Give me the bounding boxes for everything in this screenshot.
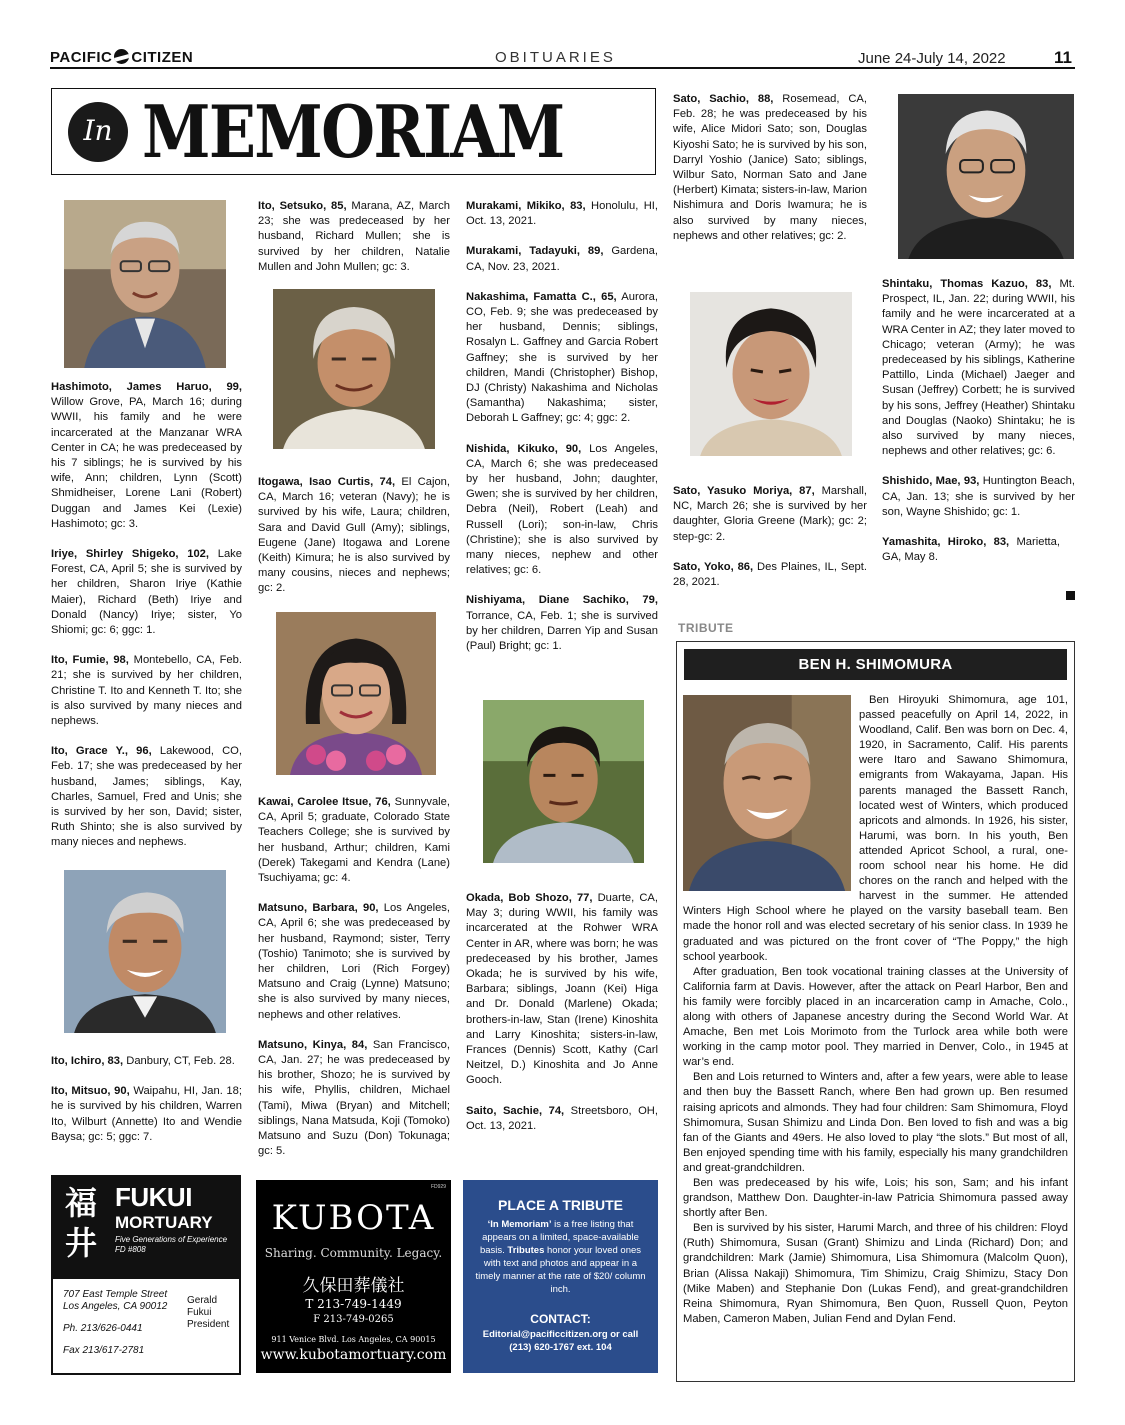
obituary-entry bbox=[673, 560, 867, 590]
fukui-tagline: Five Generations of Experience FD #808 bbox=[115, 1235, 228, 1254]
portrait-photo-kawai bbox=[276, 612, 436, 775]
obituary-entry bbox=[258, 901, 450, 1023]
obituary-column-3b bbox=[466, 891, 658, 1149]
obituary-name: Iriye, Shirley Shigeko, 102, bbox=[51, 548, 210, 561]
obituary-text: Los Angeles, CA, March 6; she was predeceased by her husband, John; daughter, Gwen; she is survived by her children, Debra (Neil), Robert (Leah) and Russell (Lori); son-in-law, Chris (Christine); she is also survived by many nieces, nephew and other relatives; gc: 6. bbox=[466, 442, 658, 577]
issue-date: June 24-July 14, 2022 bbox=[858, 50, 1006, 67]
tribute-paragraph: Ben is survived by his sister, Harumi March, and three of his children: Floyd (Ruth) Shimomura, Susan (Grant) Shimizu and Linda (Richard) Don; and grandchildren: Mark (Jamie) Shimomura, Lisa Shimomura (Malcolm Quon), Brian (Alissa Nakaji) Shimomura, Tim Shimizu, Craig Shimizu, Stacy Don (Mike Maben) and Stephanie Don (Lukas Fend), and great-grandchildren Reina Shimomura, Ryan Shimomura, Ben Quon, Russell Quon, Peyton Maben, Cameron Maben, Julian Fend and Dylan Fend. bbox=[683, 1222, 1068, 1325]
obituary-entry bbox=[51, 1054, 242, 1069]
obituary-entry bbox=[51, 1084, 242, 1145]
portrait-photo-ito-ichiro bbox=[64, 870, 226, 1033]
kubota-fax: F 213-749-0265 bbox=[313, 1314, 394, 1325]
memoriam-wordmark: MEMORIAM bbox=[142, 89, 564, 174]
obituary-text: Torrance, CA, Feb. 1; she is survived by her children, Darren Yip and Susan (Paul) Bright; gc: 1. bbox=[466, 609, 658, 653]
obituary-column-2a bbox=[258, 199, 450, 290]
obituary-text: Lake Forest, CA, April 5; she is survived by her children, Sharon Iriye (Kathie Maier), Richard (Beth) Iriye and Donald (Nancy) Iriye; sister, Yo Shiomi; gc: 6; ggc: 1. bbox=[51, 548, 243, 637]
obituary-text: Des Plaines, IL, Sept. 28, 2021. bbox=[673, 560, 867, 589]
obituary-name: Nishiyama, Diane Sachiko, 79, bbox=[466, 594, 658, 607]
obituary-entry bbox=[258, 475, 450, 597]
obituary-entry bbox=[258, 1038, 450, 1160]
kubota-telephone: T 213-749-1449 bbox=[305, 1297, 402, 1311]
obituary-text: Waipahu, HI, Jan. 18; he is survived by his children, Warren Ito, Wilburt (Annette) Ito and Wendie Baysa; gc: 5; ggc: 7. bbox=[51, 1085, 242, 1143]
obituary-text: Gardena, CA, Nov. 23, 2021. bbox=[466, 245, 658, 273]
obituary-text: Marshall, NC, March 26; she is survived by her daughter, Gloria Greene (Mark); gc: 2; step-gc: 2. bbox=[673, 485, 867, 543]
tribute-body bbox=[683, 693, 1068, 1327]
obituary-entry bbox=[51, 547, 242, 638]
fukui-address: 707 East Temple Street Los Angeles, CA 90012 bbox=[63, 1289, 168, 1312]
obituary-name: Sato, Yasuko Moriya, 87, bbox=[673, 485, 815, 497]
obituary-name: Ito, Fumie, 98, bbox=[51, 654, 129, 667]
end-of-section-mark bbox=[1066, 591, 1075, 600]
place-tribute-body: ‘In Memoriam’ is a free listing that appears on a limited, space-available basis. Tributes honor your loved ones with text and photos and appear in a timely manner at the rate of $20/ column inch. bbox=[475, 1219, 646, 1295]
obituary-name: Sato, Sachio, 88, bbox=[673, 93, 774, 105]
obituary-text: Marietta, GA, May 8. bbox=[882, 536, 1060, 564]
fukui-mortuary-ad bbox=[51, 1175, 241, 1375]
obituary-name: Nakashima, Famatta C., 65, bbox=[466, 290, 617, 303]
portrait-photo-okada bbox=[483, 700, 644, 863]
fukui-name: FUKUI bbox=[115, 1182, 192, 1212]
obituary-name: Kawai, Carolee Itsue, 76, bbox=[258, 796, 391, 808]
obituary-entry bbox=[466, 891, 658, 1089]
obituary-text: El Cajon, CA, March 16; veteran (Navy); he is survived by his wife, Laura; children, Sara and David Gull (Amy); siblings, Eugene (Jane) Itogawa and Lorene (Keith) Kimura; he is also survived by many cousins, nieces and nephews; gc: 2. bbox=[258, 476, 450, 595]
obituary-text: San Francisco, CA, Jan. 27; he was predeceased by his brother, Shozo; he is survived by his wife, Phyllis, children, Michael (Tami), Miwa (Bryan) and Mitchell; siblings, Nana Matsuda, Koji (Tomoko) Matsuno and Suzu (Don) Tokunaga; gc: 5. bbox=[258, 1038, 450, 1158]
obituary-entry bbox=[673, 92, 867, 244]
portrait-photo-sato-yasuko bbox=[690, 292, 852, 456]
fukui-kanji: 福 井 bbox=[64, 1184, 97, 1262]
obituary-column-5 bbox=[882, 277, 1075, 580]
obituary-name: Ito, Setsuko, 85, bbox=[258, 200, 347, 212]
globe-icon bbox=[114, 49, 129, 64]
obituary-name: Ito, Grace Y., 96, bbox=[51, 745, 152, 758]
place-tribute-ad bbox=[463, 1180, 658, 1373]
place-tribute-title: PLACE A TRIBUTE bbox=[498, 1197, 623, 1213]
obituary-column-3a bbox=[466, 199, 658, 669]
tribute-paragraph: Ben and Lois returned to Winters and, after a few years, were able to lease and then buy the Bassett Ranch, where Ben had grown up. Ben resumed raising apricots and almonds. They had four children: Sam Shimomura, Floyd Shimomura, Susan Shimizu and Linda Don. Ben loved to fish and was a big fan of the Giants and 49ers. He also loved to play “the slots.” But most of all, Ben enjoyed spending time with his family, especially his many grandchildren and great-grandchildren. bbox=[683, 1071, 1068, 1174]
obituary-text: Honolulu, HI, Oct. 13, 2021. bbox=[466, 200, 658, 228]
obituary-entry bbox=[466, 290, 658, 427]
obituary-text: Huntington Beach, CA, Jan. 13; she is survived by her son, Wayne Shishido; gc: 1. bbox=[882, 475, 1075, 518]
obituary-entry bbox=[466, 593, 658, 654]
obituary-name: Okada, Bob Shozo, 77, bbox=[466, 892, 593, 904]
obituary-entry bbox=[51, 744, 242, 850]
obituary-name: Shintaku, Thomas Kazuo, 83, bbox=[882, 278, 1052, 290]
obituary-entry bbox=[882, 277, 1075, 459]
obituary-name: Hashimoto, James Haruo, 99, bbox=[51, 381, 242, 393]
obituary-text: Lakewood, CO, Feb. 17; she was predeceased by her husband, James; siblings, Kay, Charles, Samuel, Fred and Unis; she is survived by her son, David; sister, Ruth Shinto; she is also survived by many nieces and nephews. bbox=[51, 745, 242, 849]
tribute-heading: BEN H. SHIMOMURA bbox=[684, 649, 1067, 680]
tribute-label: TRIBUTE bbox=[678, 621, 734, 635]
obituary-name: Saito, Sachie, 74, bbox=[466, 1104, 565, 1117]
obituary-entry bbox=[466, 199, 658, 229]
kubota-tagline: Sharing. Community. Legacy. bbox=[264, 1246, 443, 1260]
portrait-photo-shintaku bbox=[898, 94, 1074, 259]
obituary-entry bbox=[51, 380, 242, 532]
obituary-name: Shishido, Mae, 93, bbox=[882, 475, 980, 488]
portrait-photo-hashimoto bbox=[64, 200, 226, 368]
obituary-column-1b bbox=[51, 1054, 242, 1160]
obituary-text: Duarte, CA, May 3; during WWII, his family was incarcerated at the Rohwer WRA Center in AR, where was born; he was predeceased by his brother, James Okada; he is survived by his wife, Barbara; siblings, Joann (Kei) Higa and Dr. Donald (Marlene) Okada; brothers-in-law, Stan (Irene) Kinoshita and Larry Kinoshita; sisters-in-law, Frances (Dennis) Scott, Kathy (Carl Neitzel, D.) Kinoshita and Jo Anne Gooch. bbox=[466, 892, 658, 1087]
obituary-name: Nishida, Kikuko, 90, bbox=[466, 442, 582, 455]
obituary-entry bbox=[258, 795, 450, 886]
obituary-text: Streetsboro, OH, Oct. 13, 2021. bbox=[466, 1104, 658, 1132]
obituary-text: Willow Grove, PA, March 16; during WWII, his family and he were incarcerated at the Manzanar WRA Center in CA; he was predeceased by his 7 siblings; he is survived by his wife, Ann; children, Lynn (Scott) Shmidheiser, Lorene Lani (Robert) Duggan and James Kei (Lexie) Hashimoto; gc: 3. bbox=[51, 396, 242, 530]
obituary-name: Sato, Yoko, 86, bbox=[673, 560, 754, 573]
obituary-name: Matsuno, Kinya, 84, bbox=[258, 1038, 368, 1051]
kubota-mortuary-ad bbox=[256, 1180, 451, 1373]
kubota-japanese-name: 久保田葬儀社 bbox=[302, 1276, 405, 1296]
tribute-paragraph: Ben was predeceased by his wife, Lois; his son, Sam; and his infant grandson, Matthew Don. Daughter-in-law Patricia Shimomura passed away shortly after Ben. bbox=[683, 1177, 1068, 1220]
kubota-website[interactable]: www.kubotamortuary.com bbox=[260, 1347, 447, 1363]
obituary-text: Mt. Prospect, IL, Jan. 22; during WWII, his family and he were incarcerated at a WRA Center in AZ; they later moved to Chicago; veteran (Army); he was predeceased by his siblings, Katherine Pattillo, Linda (Michael) Jaeger and Susan (Jeffrey) Corbett; he is survived by his sons, Jeffrey (Heather) Shintaku and Douglas (Naoko) Shintaku; he is also survived by many nieces, nephews and other relatives; gc: 6. bbox=[882, 278, 1075, 458]
kubota-address: 911 Venice Blvd. Los Angeles, CA 90015 bbox=[271, 1335, 436, 1344]
portrait-photo-itogawa bbox=[273, 289, 435, 449]
portrait-photo-shimomura bbox=[683, 695, 851, 891]
obituary-entry bbox=[466, 1104, 658, 1134]
obituary-text: Aurora, CO, Feb. 9; she was predeceased by her husband, Dennis; siblings, Rosalyn L. Gaffney and Garcia Robert Gaffney; she is survived by her children, Mandi (Christopher) Bishop, DJ (Christy) Nakashima and Nicholas (Samantha) Nakashima; sister, Deborah L Gaffney; gc: 4; ggc: 2. bbox=[466, 290, 658, 425]
fukui-subtitle: MORTUARY bbox=[115, 1213, 213, 1232]
tribute-paragraph: After graduation, Ben took vocational training classes at the University of California farm at Davis. However, after the attack on Pearl Harbor, Ben and his family were forcibly placed in an incarceration camp in Amache, Colo., along with others of Japanese ancestry during the Second World War. At Amache, Ben met Lois Morimoto from the Turlock area while both were working in the camp motor pool. They married in Denver, Colo., in 1945 at war’s end. bbox=[683, 965, 1068, 1069]
obituary-entry bbox=[673, 484, 867, 545]
kubota-fd-number: FD929 bbox=[430, 1184, 446, 1190]
obituary-name: Matsuno, Barbara, 90, bbox=[258, 902, 379, 915]
obituary-name: Murakami, Tadayuki, 89, bbox=[466, 245, 604, 258]
obituary-text: Danbury, CT, Feb. 28. bbox=[123, 1055, 235, 1067]
obituary-column-4a bbox=[673, 92, 867, 259]
fukui-fax: Fax 213/617-2781 bbox=[63, 1345, 145, 1356]
obituary-text: Marana, AZ, March 23; she was predeceased by her husband, Richard Mullen; she is survived by her children, Natalie Mullen and John Mullen; gc: 3. bbox=[258, 200, 450, 273]
obituary-column-4b bbox=[673, 484, 867, 605]
obituary-text: Los Angeles, CA, April 6; she was predeceased by her husband, Raymond; sister, Terry (Toshio) Tanimoto; she is survived by her children, Lori (Rich Forgey) Matsuno and Craig (Lynne) Matsuno; she is also survived by many nieces, nephews and other relatives. bbox=[258, 902, 450, 1021]
obituary-name: Ito, Ichiro, 83, bbox=[51, 1055, 124, 1067]
obituary-text: Sunnyvale, CA, April 5; graduate, Colorado State Teachers College; she is survived by her husband, Arthur; children, Kami (Derek) Takegami and Kendra (Lane) Tsuchiyama; gc: 4. bbox=[258, 796, 450, 885]
obituary-entry bbox=[882, 535, 1060, 565]
section-title: OBITUARIES bbox=[495, 49, 616, 66]
obituary-entry bbox=[466, 442, 658, 579]
obituary-name: Ito, Mitsuo, 90, bbox=[51, 1085, 130, 1098]
obituary-column-2b bbox=[258, 475, 450, 612]
obituary-entry bbox=[466, 244, 658, 274]
fukui-ad-banner bbox=[53, 1177, 239, 1279]
place-tribute-contact-info[interactable]: Editorial@pacificcitizen.org or call (213) 620-1767 ext. 104 bbox=[482, 1329, 639, 1353]
obituary-name: Murakami, Mikiko, 83, bbox=[466, 200, 586, 212]
fukui-president: Gerald Fukui President bbox=[187, 1295, 230, 1330]
obituary-entry bbox=[882, 474, 1075, 520]
obituary-name: Itogawa, Isao Curtis, 74, bbox=[258, 476, 396, 488]
obituary-text: Montebello, CA, Feb. 21; she is survived by her children, Christine T. Ito and Kenneth T. Ito; she is also survived by many nieces and nephews. bbox=[51, 654, 242, 728]
obituary-column-1 bbox=[51, 380, 242, 866]
obituary-column-2c bbox=[258, 795, 450, 1174]
page-number: 11 bbox=[1054, 48, 1072, 67]
kubota-logo: KUBOTA bbox=[271, 1198, 436, 1238]
obituary-name: Yamashita, Hiroko, 83, bbox=[882, 536, 1010, 549]
publication-logo: PACIFIC CITIZEN bbox=[50, 49, 194, 66]
obituary-entry bbox=[258, 199, 450, 275]
obituary-entry bbox=[51, 653, 242, 729]
obituary-text: Rosemead, CA, Feb. 28; he was predeceased by his wife, Alice Midori Sato; son, Douglas Kiyoshi Sato; he is survived by his son, Darryl Yoshio (Janice) Sato; siblings, Wilbur Sato, Norman Sato and Jane (Herbert) Kimata; sisters-in-law, Marion Nishimura and Doris Iwamura; he is also survived by many nieces, nephews and other relatives; gc: 2. bbox=[673, 93, 867, 242]
header-rule bbox=[50, 67, 1075, 69]
fukui-phone: Ph. 213/626-0441 bbox=[63, 1323, 143, 1334]
tribute-paragraph: Ben Hiroyuki Shimomura, age 101, passed peacefully on April 14, 2022, in Woodland, Calif. Ben was born on Dec. 4, 1920, in Sacramento, Calif. His parents were Itaro and Sawano Shimomura, emigrants from Wakayama, Japan. His parents managed the Bassett Ranch, located west of Winters, which produced apricots and almonds. In 1926, his sister, Harumi, was born. In his youth, Ben attended Apricot School, a rural, one-room school near his home. He did chores on the ranch and helped with the harvest in the summer. He attended Winters High School where he played on the varsity baseball team. Ben made the honor roll and was elected secretary of his senior class. In 1939 he graduated and was pictured on the front cover of “The Poppy,” the high school yearbook. bbox=[683, 694, 1068, 963]
place-tribute-contact-label: CONTACT: bbox=[530, 1312, 591, 1326]
in-circle-badge: In bbox=[68, 102, 128, 162]
in-memoriam-masthead bbox=[51, 88, 656, 175]
